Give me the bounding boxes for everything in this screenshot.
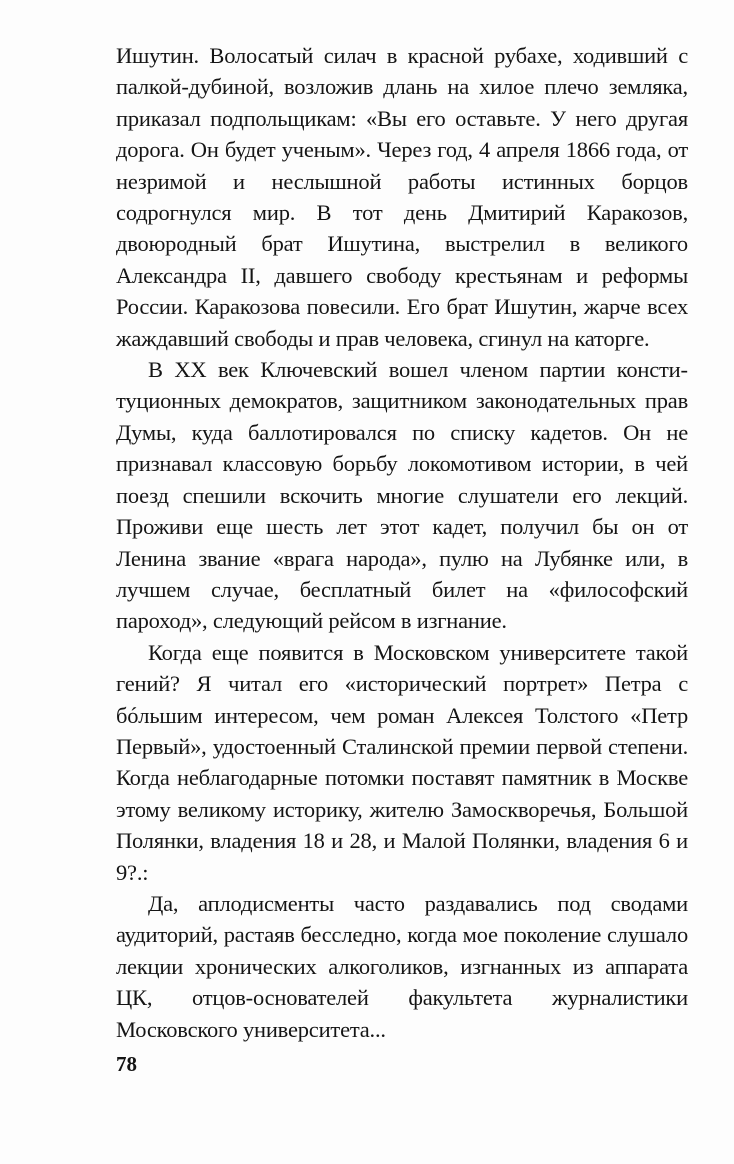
paragraph-2: В XX век Ключевский вошел членом партии конституционных демократов, защитником законодательных прав Думы, куда баллотировался по списку кадетов. Он не признавал классовую борьбу локомотивом истории, в чей поезд спешили вскочить многие слушатели его лекций. Проживи еще шесть лет этот кадет, получил бы он от Ленина звание «врага народа», пулю на Лубянке или, в лучшем случае, бесплатный билет на «философский пароход», следующий рейсом в изгнание. <box>116 357 688 634</box>
paragraph-4: Да, аплодисменты часто раздавались под сводами аудиторий, растаяв бесследно, когда мое поколение слушало лекции хронических алкоголиков, изгнанных из аппарата ЦК, отцов-основателей факультета журналистики Московского университета... <box>116 890 688 1042</box>
body-text <box>116 40 688 1045</box>
paragraph-1: Ишутин. Волосатый силач в красной рубахе, ходивший с палкой-дубиной, возложив длань на хилое плечо земляка, приказал подпольщикам: «Вы его оставьте. У него другая дорога. Он будет ученым». Через год, 4 апреля 1866 года, от незримой и неслышной работы истинных борцов содрогнулся мир. В тот день Дмитирий Каракозов, двоюродный брат Ишутина, выстрелил в великого Александра II, давшего свободу крестьянам и реформы России. Каракозова повесили. Его брат Ишутин, жарче всех жаждавший свободы и прав человека, сгинул на каторге. <box>116 43 688 351</box>
page-number: 78 <box>116 1052 137 1076</box>
paragraph-3: Когда еще появится в Московском университете такой гений? Я читал его «исторический портрет» Петра с бóльшим интересом, чем роман Алексея Толстого «Петр Первый», удостоенный Сталинской премии первой степени. Когда неблагодарные потомки поставят памятник в Москве этому великому историку, жителю Замоскворечья, Большой Полянки, владения 18 и 28, и Малой Полянки, владения 6 и 9?.: <box>116 639 688 885</box>
